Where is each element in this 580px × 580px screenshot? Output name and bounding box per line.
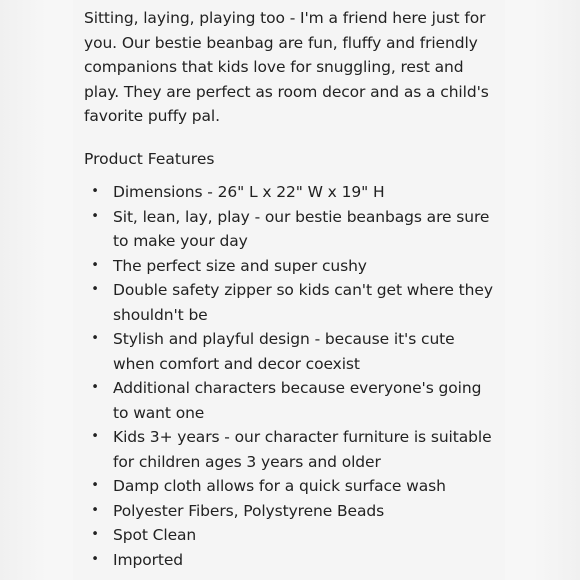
bullet-icon: • (91, 257, 99, 273)
product-intro-text: Sitting, laying, playing too - I'm a friend here just for you. Our bestie beanbag are fun, fluffy and friendly companions that kids love for snuggling, rest and play. They are perfect as room decor and as a child's favorite puffy pal. (84, 9, 489, 125)
feature-text: Kids 3+ years - our character furniture is suitable for children ages 3 years and older (113, 428, 492, 471)
feature-text: Sit, lean, lay, play - our bestie beanbags are sure to make your day (113, 207, 490, 250)
bullet-icon: • (91, 551, 99, 567)
feature-text: Spot Clean (113, 526, 197, 544)
bullet-icon: • (91, 282, 99, 297)
feature-item (84, 254, 495, 279)
feature-text: Polyester Fibers, Polystyrene Beads (113, 501, 385, 520)
product-features-heading: Product Features (84, 149, 215, 168)
bullet-icon: • (91, 478, 99, 493)
feature-item (84, 548, 495, 573)
feature-text: Double safety zipper so kids can't get where they shouldn't be (113, 281, 493, 324)
bullet-icon: • (91, 429, 99, 444)
product-features-list (84, 180, 495, 572)
feature-text: The perfect size and super cushy (113, 256, 367, 275)
bullet-icon: • (91, 380, 99, 395)
feature-item (84, 376, 495, 425)
feature-text: Imported (113, 550, 184, 569)
bullet-icon: • (91, 208, 99, 224)
feature-item (84, 205, 495, 254)
feature-item (84, 278, 495, 327)
feature-item (84, 180, 495, 205)
feature-text: Additional characters because everyone's going to want one (113, 379, 482, 422)
feature-text: Dimensions - 26" L x 22" W x 19" H (113, 183, 385, 201)
feature-item (84, 327, 495, 376)
feature-item (84, 499, 495, 524)
bullet-icon: • (91, 331, 99, 346)
feature-text: Stylish and playful design - because it's cute when comfort and decor coexist (113, 330, 455, 373)
feature-item (84, 474, 495, 499)
product-description-card (73, 0, 505, 580)
feature-item (84, 425, 495, 474)
feature-item (84, 523, 495, 548)
bullet-icon: • (91, 184, 99, 199)
bullet-icon: • (91, 527, 99, 542)
feature-text: Damp cloth allows for a quick surface wash (113, 477, 446, 495)
bullet-icon: • (91, 502, 99, 518)
